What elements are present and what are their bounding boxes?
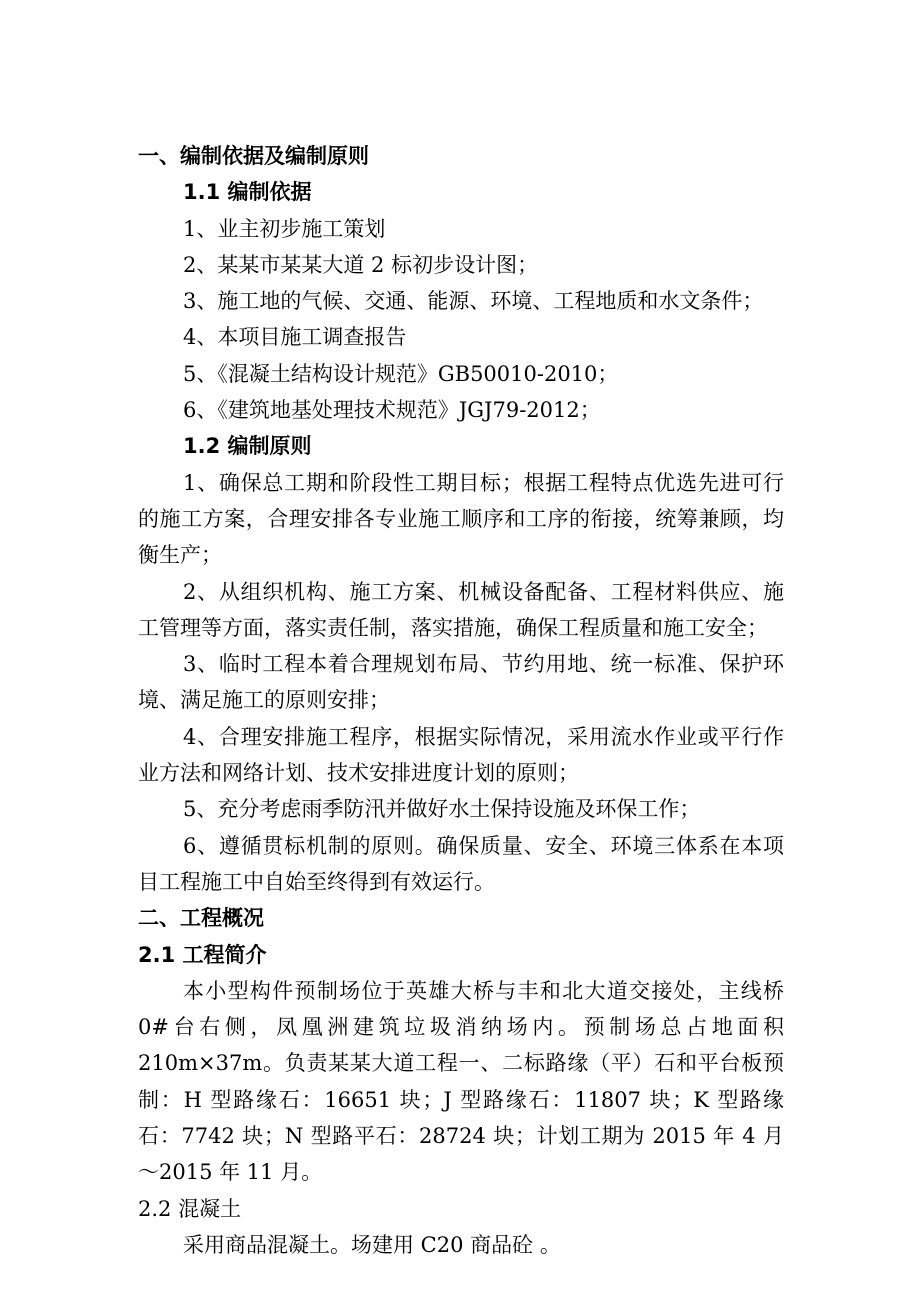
section-2-1-heading: 2.1 工程简介 — [138, 942, 267, 967]
section-2-heading: 二、工程概况 — [138, 906, 264, 931]
basis-item: 2、某某市某某大道 2 标初步设计图； — [183, 252, 539, 277]
basis-item: 5、《混凝土结构设计规范》GB50010-2010； — [183, 361, 619, 386]
section-1-1-heading: 1.1 编制依据 — [183, 180, 312, 205]
concrete-paragraph: 采用商品混凝土。场建用 C20 商品砼 。 — [183, 1232, 561, 1257]
principle-paragraph: 5、充分考虑雨季防汛并做好水土保持设施及环保工作； — [183, 797, 701, 822]
section-1-2-heading: 1.2 编制原则 — [183, 434, 312, 459]
document-body — [138, 138, 784, 1263]
principle-paragraph: 3、临时工程本着合理规划布局、节约用地、统一标准、保护环境、满足施工的原则安排； — [138, 652, 784, 713]
principle-paragraph: 4、合理安排施工程序，根据实际情况，采用流水作业或平行作业方法和网络计划、技术安排进度计划的原则； — [138, 724, 784, 786]
project-intro-paragraph: 本小型构件预制场位于英雄大桥与丰和北大道交接处，主线桥 0#台右侧，凤凰洲建筑垃圾消纳场内。预制场总占地面积 210m×37m。负责某某大道工程一、二标路缘（平）石和平台板预制：H 型路缘石：16651 块；J 型路缘石：11807 块；K 型路缘石：7742 块；N 型路平石：28724 块；计划工期为 2015 年 4 月～2015 年 11 月。 — [138, 978, 784, 1185]
principle-paragraph: 1、确保总工期和阶段性工期目标；根据工程特点优选先进可行的施工方案，合理安排各专业施工顺序和工序的衔接，统筹兼顾，均衡生产； — [138, 470, 784, 568]
section-2-2-heading: 2.2 混凝土 — [138, 1196, 242, 1221]
basis-item: 6、《建筑地基处理技术规范》JGJ79-2012； — [183, 398, 601, 423]
basis-item: 3、施工地的气候、交通、能源、环境、工程地质和水文条件； — [183, 289, 764, 314]
basis-item: 4、本项目施工调查报告 — [183, 325, 407, 350]
section-1-heading: 一、编制依据及编制原则 — [138, 144, 369, 168]
basis-item: 1、业主初步施工策划 — [183, 216, 386, 241]
principle-paragraph: 2、从组织机构、施工方案、机械设备配备、工程材料供应、施工管理等方面，落实责任制，落实措施，确保工程质量和施工安全； — [138, 579, 784, 640]
principle-paragraph: 6、遵循贯标机制的原则。确保质量、安全、环境三体系在本项目工程施工中自始至终得到有效运行。 — [138, 833, 784, 894]
